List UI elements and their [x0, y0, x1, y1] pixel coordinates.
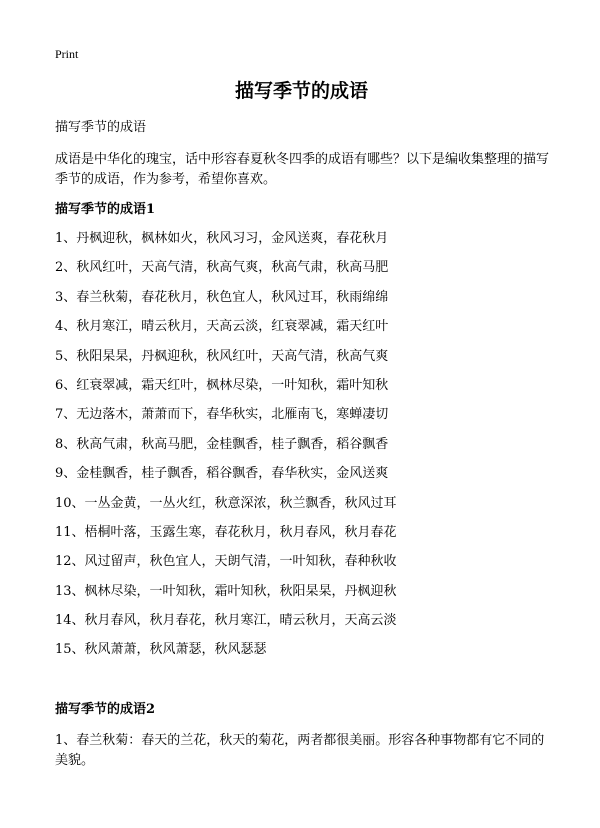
list-item: 2、秋风红叶，天高气清，秋高气爽，秋高气肃，秋高马肥: [55, 260, 389, 276]
list-item: 1、丹枫迎秋，枫林如火，秋风习习，金风送爽，春花秋月: [55, 231, 389, 246]
list-item: 15、秋风萧萧，秋风萧瑟，秋风瑟瑟: [55, 642, 267, 658]
list-item: 12、风过留声，秋色宜人，天朗气清，一叶知秋，春种秋收: [55, 554, 397, 570]
list-item: 10、一丛金黄，一丛火红，秋意深浓，秋兰飘香，秋风过耳: [55, 495, 397, 511]
idiom-list: [55, 230, 397, 671]
list-item: 11、梧桐叶落，玉露生寒，春花秋月，秋月春风，秋月春花: [55, 524, 397, 540]
list-item: 6、红衰翠减，霜天红叶，枫林尽染，一叶知秋，霜叶知秋: [55, 377, 389, 393]
list-item: 3、春兰秋菊，春花秋月，秋色宜人，秋风过耳，秋雨绵绵: [55, 289, 389, 305]
page-title: 描写季节的成语: [234, 80, 368, 102]
page-subtitle: 描写季节的成语: [55, 120, 147, 135]
section-2-paragraph: 1、春兰秋菊：春天的兰花，秋天的菊花，两者都很美丽。形容各种事物都有它不同的美貌。: [55, 733, 545, 768]
list-item: 9、金桂飘香，桂子飘香，稻谷飘香，春华秋实，金风送爽: [55, 466, 389, 482]
intro-paragraph: 成语是中华化的瑰宝，话中形容春夏秋冬四季的成语有哪些？以下是编收集整理的描写季节的成语，作为参考，希望你喜欢。: [55, 152, 550, 187]
list-item: 5、秋阳杲杲，丹枫迎秋，秋风红叶，天高气清，秋高气爽: [55, 348, 389, 364]
list-item: 13、枫林尽染，一叶知秋，霜叶知秋，秋阳杲杲，丹枫迎秋: [55, 583, 397, 599]
section-heading-2: 描写季节的成语2: [55, 702, 156, 717]
list-item: 7、无边落木，萧萧而下，春华秋实，北雁南飞，寒蝉凄切: [55, 407, 389, 423]
list-item: 4、秋月寒江，晴云秋月，天高云淡，红衰翠减，霜天红叶: [55, 319, 389, 335]
list-item: 8、秋高气肃，秋高马肥，金桂飘香，桂子飘香，稻谷飘香: [55, 436, 389, 452]
print-link[interactable]: Print: [55, 47, 79, 61]
section-heading-1: 描写季节的成语1: [55, 202, 156, 217]
list-item: 14、秋月春风，秋月春花，秋月寒江，晴云秋月，天高云淡: [55, 613, 397, 629]
